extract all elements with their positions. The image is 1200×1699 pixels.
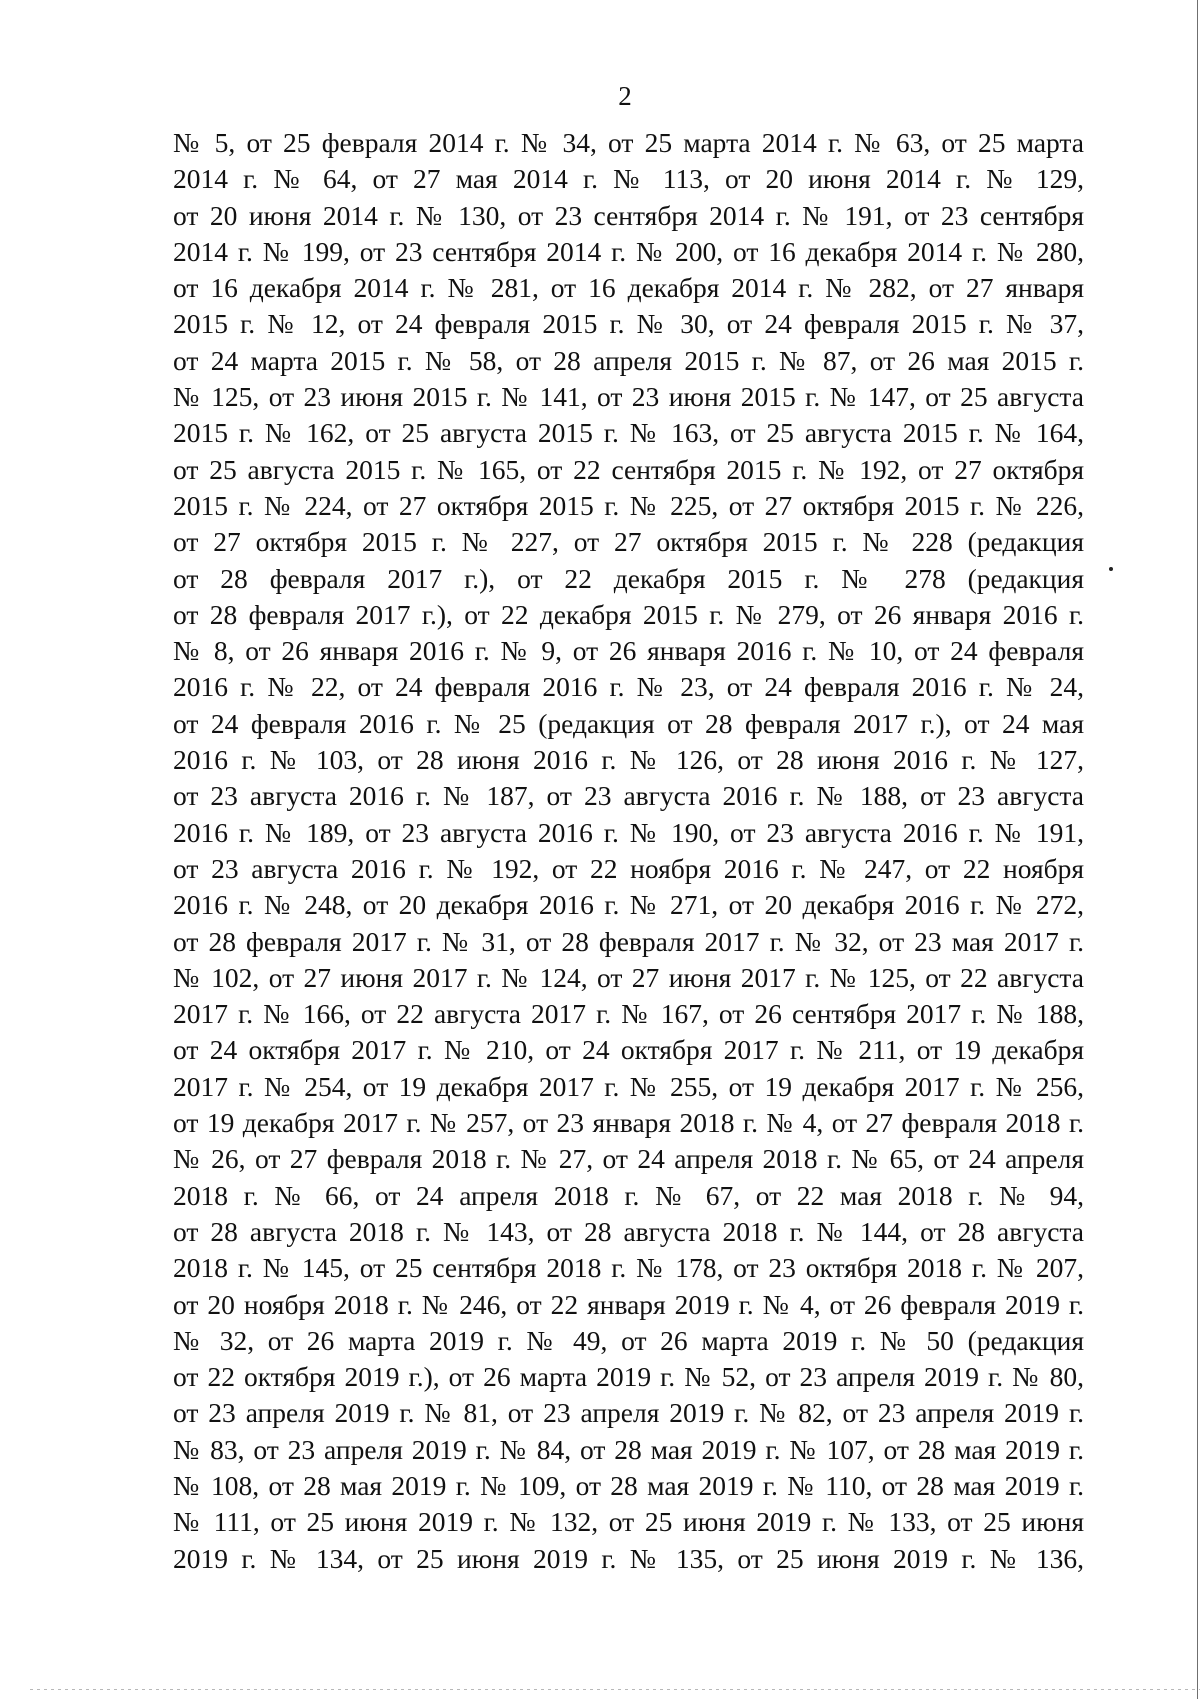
text-line: 2015 г. № 12, от 24 февраля 2015 г. № 30, от 24 февраля 2015 г. № 37, [173, 308, 1084, 340]
text-line: № 8, от 26 января 2016 г. № 9, от 26 января 2016 г. № 10, от 24 февраля [173, 635, 1084, 667]
text-line: 2016 г. № 248, от 20 декабря 2016 г. № 271, от 20 декабря 2016 г. № 272, [173, 889, 1084, 921]
text-line: № 102, от 27 июня 2017 г. № 124, от 27 июня 2017 г. № 125, от 22 августа [173, 961, 1084, 993]
text-line: от 28 февраля 2017 г. № 31, от 28 февраля 2017 г. № 32, от 23 мая 2017 г. [173, 925, 1084, 957]
text-line: 2016 г. № 103, от 28 июня 2016 г. № 126, от 28 июня 2016 г. № 127, [173, 744, 1084, 776]
text-line: № 32, от 26 марта 2019 г. № 49, от 26 марта 2019 г. № 50 (редакция [173, 1324, 1084, 1356]
text-line: от 28 февраля 2017 г.), от 22 декабря 2015 г. № 279, от 26 января 2016 г. [173, 598, 1084, 630]
text-line: № 108, от 28 мая 2019 г. № 109, от 28 мая 2019 г. № 110, от 28 мая 2019 г. [173, 1469, 1084, 1501]
scan-edge-right [1197, 0, 1198, 1699]
text-line: 2016 г. № 22, от 24 февраля 2016 г. № 23, от 24 февраля 2016 г. № 24, [173, 671, 1084, 703]
text-line: от 25 августа 2015 г. № 165, от 22 сентября 2015 г. № 192, от 27 октября [173, 453, 1084, 485]
scan-speck [1109, 567, 1113, 571]
text-line: 2017 г. № 166, от 22 августа 2017 г. № 167, от 26 сентября 2017 г. № 188, [173, 998, 1084, 1030]
page-number: 2 [618, 81, 632, 111]
text-line: от 24 октября 2017 г. № 210, от 24 октября 2017 г. № 211, от 19 декабря [173, 1034, 1084, 1066]
text-line: от 22 октября 2019 г.), от 26 марта 2019 г. № 52, от 23 апреля 2019 г. № 80, [173, 1361, 1084, 1393]
text-line: от 28 февраля 2017 г.), от 22 декабря 2015 г. № 278 (редакция [173, 562, 1084, 594]
text-line: 2017 г. № 254, от 19 декабря 2017 г. № 255, от 19 декабря 2017 г. № 256, [173, 1070, 1084, 1102]
text-line: 2015 г. № 224, от 27 октября 2015 г. № 225, от 27 октября 2015 г. № 226, [173, 489, 1084, 521]
text-line: № 111, от 25 июня 2019 г. № 132, от 25 июня 2019 г. № 133, от 25 июня [173, 1506, 1084, 1538]
text-line: от 23 апреля 2019 г. № 81, от 23 апреля 2019 г. № 82, от 23 апреля 2019 г. [173, 1397, 1084, 1429]
text-line: от 24 февраля 2016 г. № 25 (редакция от 28 февраля 2017 г.), от 24 мая [173, 707, 1084, 739]
text-line: № 26, от 27 февраля 2018 г. № 27, от 24 апреля 2018 г. № 65, от 24 апреля [173, 1143, 1084, 1175]
text-line: от 20 ноября 2018 г. № 246, от 22 января 2019 г. № 4, от 26 февраля 2019 г. [173, 1288, 1084, 1320]
text-line: № 5, от 25 февраля 2014 г. № 34, от 25 марта 2014 г. № 63, от 25 марта [173, 127, 1084, 158]
text-line: 2014 г. № 199, от 23 сентября 2014 г. № 200, от 16 декабря 2014 г. № 280, [173, 235, 1084, 267]
text-line: от 28 августа 2018 г. № 143, от 28 августа 2018 г. № 144, от 28 августа [173, 1215, 1084, 1247]
text-line: 2016 г. № 189, от 23 августа 2016 г. № 190, от 23 августа 2016 г. № 191, [173, 816, 1084, 848]
text-line: от 27 октября 2015 г. № 227, от 27 октября 2015 г. № 228 (редакция [173, 526, 1084, 558]
text-line: от 23 августа 2016 г. № 192, от 22 ноября 2016 г. № 247, от 22 ноября [173, 852, 1084, 884]
text-line: № 83, от 23 апреля 2019 г. № 84, от 28 мая 2019 г. № 107, от 28 мая 2019 г. [173, 1433, 1084, 1465]
text-line: от 16 декабря 2014 г. № 281, от 16 декабря 2014 г. № 282, от 27 января [173, 272, 1084, 304]
text-line: 2018 г. № 145, от 25 сентября 2018 г. № 178, от 23 октября 2018 г. № 207, [173, 1252, 1084, 1284]
text-line: от 20 июня 2014 г. № 130, от 23 сентября 2014 г. № 191, от 23 сентября [173, 199, 1084, 231]
text-line: № 125, от 23 июня 2015 г. № 141, от 23 июня 2015 г. № 147, от 25 августа [173, 381, 1084, 413]
text-line: от 23 августа 2016 г. № 187, от 23 августа 2016 г. № 188, от 23 августа [173, 780, 1084, 812]
text-line: 2019 г. № 134, от 25 июня 2019 г. № 135, от 25 июня 2019 г. № 136, [173, 1542, 1084, 1574]
text-line: 2014 г. № 64, от 27 мая 2014 г. № 113, от 20 июня 2014 г. № 129, [173, 163, 1084, 195]
text-line: от 24 марта 2015 г. № 58, от 28 апреля 2015 г. № 87, от 26 мая 2015 г. [173, 344, 1084, 376]
text-line: 2015 г. № 162, от 25 августа 2015 г. № 163, от 25 августа 2015 г. № 164, [173, 417, 1084, 449]
body-text [173, 125, 1084, 1577]
scan-edge-bottom [30, 1689, 1200, 1690]
text-line: от 19 декабря 2017 г. № 257, от 23 января 2018 г. № 4, от 27 февраля 2018 г. [173, 1107, 1084, 1139]
text-line: 2018 г. № 66, от 24 апреля 2018 г. № 67, от 22 мая 2018 г. № 94, [173, 1179, 1084, 1211]
